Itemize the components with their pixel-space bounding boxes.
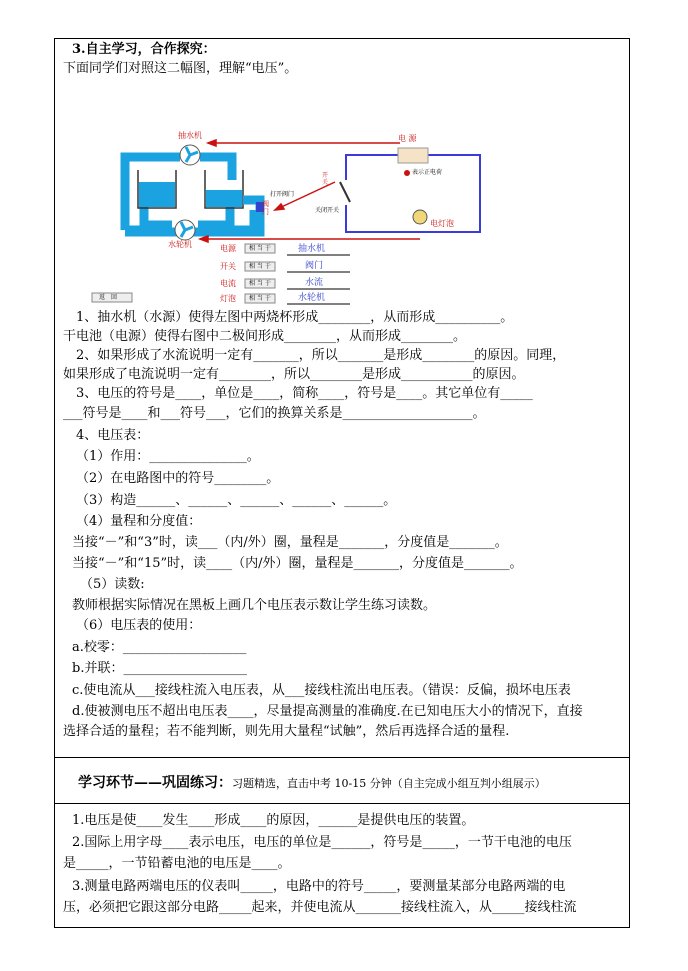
- ex-line-5: 压，必须把它跟这部分电路_____起来，并使电流从_______接线柱流入，从_____接线柱流: [63, 900, 577, 915]
- return-button[interactable]: 返 回: [99, 294, 118, 301]
- q-line-13: 当接“－”和“15”时，读____（内/外）圈，量程是_______，分度值是_______。: [72, 556, 523, 571]
- legend-row-2-mid: 相 当 于: [249, 263, 271, 270]
- bulb-icon: [413, 210, 427, 224]
- ex-line-4: 3.测量电路两端电压的仪表叫_____，电路中的符号_____，要测量某部分电路两端的电: [72, 879, 566, 894]
- close-switch-label: 关闭开关: [315, 207, 340, 214]
- section3-title: 3.自主学习，合作探究：: [72, 42, 216, 57]
- legend-row-4-mid: 相 当 于: [249, 295, 271, 302]
- q-line-6: ___符号是____和___符号___，它们的换算关系是____________________。: [63, 406, 486, 421]
- legend-row-4-left: 灯泡: [220, 294, 236, 303]
- q-line-15: 教师根据实际情况在黑板上画几个电压表示数让学生练习读数。: [72, 598, 437, 613]
- left-beaker-water: [139, 182, 175, 207]
- q-line-18: b.并联：___________________: [72, 661, 247, 676]
- ex-line-1: 1.电压是使____发生____形成____的原因，______是提供电压的装置。: [72, 813, 475, 828]
- section3-intro: 下面同学们对照这二幅图，理解“电压”。: [63, 61, 298, 76]
- legend-row-2-right: 阀门: [305, 261, 324, 271]
- power-label: 电 源: [398, 134, 417, 143]
- legend-row-3-right: 水流: [305, 278, 324, 288]
- pump-label: 抽水机: [178, 131, 202, 140]
- q-line-7: 4、电压表：: [76, 428, 150, 443]
- q-line-12: 当接“－”和“3”时，读___（内/外）圈，量程是_______，分度值是_______。: [72, 535, 508, 550]
- q-line-21: 选择合适的量程；若不能判断，则先用大量程“试触”，然后再选择合适的量程.: [63, 724, 510, 739]
- legend-row-4-right: 水轮机: [298, 293, 326, 303]
- legend-row-3-mid: 相 当 于: [249, 280, 271, 287]
- legend-boxes: [92, 244, 275, 303]
- q-line-8: （1）作用：_______________。: [76, 449, 260, 464]
- legend-row-2-left: 开关: [220, 262, 236, 271]
- legend-row-1-mid: 相 当 于: [249, 245, 271, 252]
- wheel-label: 水轮机: [168, 240, 192, 249]
- switch-label: 开关: [322, 172, 329, 186]
- q-line-11: （4）量程和分度值：: [76, 514, 202, 529]
- valve-label: 阀门: [262, 200, 269, 216]
- charge-icon: [404, 170, 410, 176]
- switch-icon: [340, 182, 350, 202]
- q-line-14: （5）读数:: [80, 577, 145, 592]
- q-line-1: 1、抽水机（水源）使得左图中两烧杯形成________，从而形成__________。: [76, 310, 514, 325]
- q-line-9: （2）在电路图中的符号________。: [76, 471, 280, 486]
- electric-wires: [346, 155, 480, 232]
- q-line-17: a.校零：___________________: [72, 640, 247, 655]
- ex-line-3: 是_____，一节铅蓄电池的电压是____。: [63, 856, 291, 871]
- q-line-4: 如果形成了电流说明一定有________，所以________是形成___________的原因。: [63, 367, 525, 382]
- charge-label: 表示正电荷: [412, 169, 443, 176]
- q-line-20: d.使被测电压不超出电压表____，尽量提高测量的准确度.在已知电压大小的情况下，直接: [72, 704, 583, 719]
- ex-line-2: 2.国际上用字母____表示电压，电压的单位是______，符号是_____，一节干电池的电压: [72, 835, 572, 850]
- legend-row-3-left: 电流: [220, 279, 236, 288]
- practice-heading: [78, 775, 546, 792]
- q-line-2: 干电池（电源）使得右图中二极间形成________，从而形成________。: [63, 329, 467, 344]
- q-line-10: （3）构造______、______、______、______、______。: [76, 493, 397, 508]
- legend-row-1-left: 电源: [220, 244, 236, 253]
- q-line-19: c.使电流从___接线柱流入电压表，从___接线柱流出电压表。（错误：反偏，损坏电压表: [72, 683, 571, 698]
- practice-heading-bold: 学习环节——巩固练习：: [78, 775, 232, 791]
- open-valve-label: 打开阀门: [270, 191, 295, 198]
- bulb-label: 电灯泡: [430, 219, 454, 228]
- q-line-16: （6）电压表的使用：: [76, 618, 202, 633]
- battery-icon: [398, 148, 428, 163]
- q-line-3: 2、如果形成了水流说明一定有_______，所以_______是形成________的原因。同理，: [76, 348, 566, 363]
- right-beaker-water: [206, 190, 242, 207]
- legend-row-1-right: 抽水机: [298, 244, 326, 254]
- practice-heading-rest: 习题精选，直击中考 10-15 分钟（自主完成小组互判小组展示）: [232, 777, 546, 790]
- q-line-5: 3、电压的符号是____，单位是____，简称____，符号是____。其它单位有_____: [76, 386, 533, 401]
